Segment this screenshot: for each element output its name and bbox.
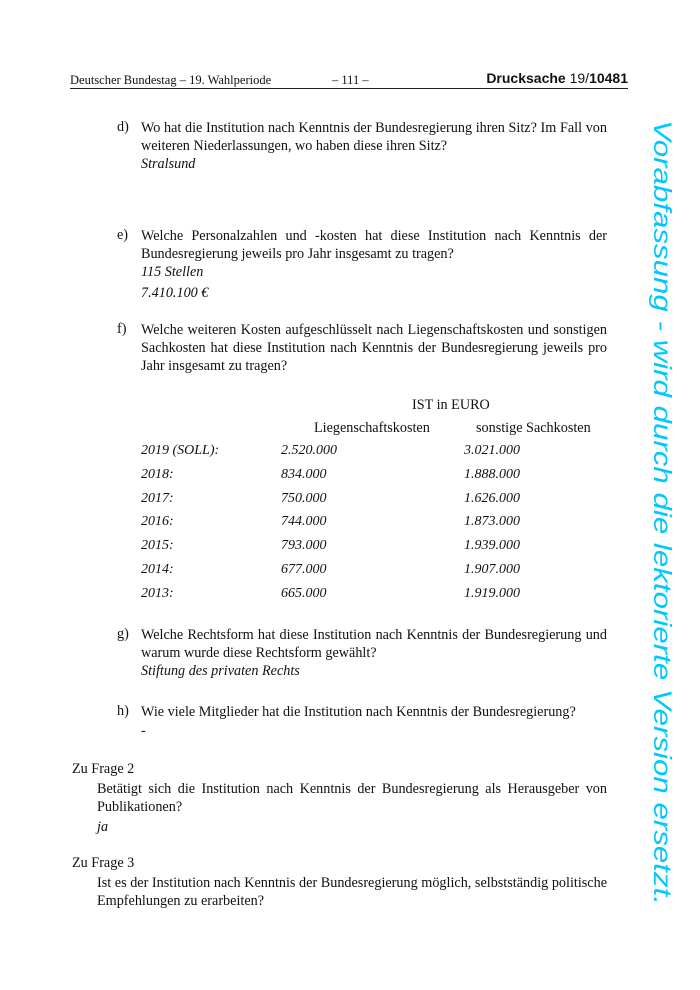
table-row-sachkosten: 1.939.000 (464, 538, 520, 554)
item-d-answer: Stralsund (141, 156, 196, 172)
item-f-question: Welche weiteren Kosten aufgeschlüsselt nach Liegenschaftskosten und sonstigen Sachkosten hat diese Institution nach Kenntnis der Bundesregierung jeweils pro Jahr insgesamt zu tragen? (141, 322, 607, 374)
table-row-liegenschaft: 834.000 (281, 466, 327, 482)
item-e-question: Welche Personalzahlen und -kosten hat diese Institution nach Kenntnis der Bundesregierung jeweils pro Jahr insgesamt zu tragen? (141, 228, 607, 262)
table-row-sachkosten: 1.873.000 (464, 514, 520, 530)
item-d-letter: d) (117, 119, 129, 135)
table-row-year: 2017: (141, 490, 174, 506)
doc-num-prefix: 19/ (569, 70, 590, 86)
watermark-text: Vorabfassung - wird durch die lektorierte Version ersetzt. (648, 120, 676, 748)
table-col-2-header: sonstige Sachkosten (476, 420, 591, 436)
doc-num: 10481 (589, 70, 628, 86)
table-row-year: 2015: (141, 538, 174, 554)
frage-2-answer: ja (97, 819, 109, 835)
item-g-answer: Stiftung des privaten Rechts (141, 663, 300, 679)
table-row-sachkosten: 1.626.000 (464, 490, 520, 506)
header-left: Deutscher Bundestag – 19. Wahlperiode (70, 73, 272, 87)
frage-3-question: Ist es der Institution nach Kenntnis der Bundesregierung möglich, selbstständig politische Empfehlungen zu erarbeiten? (97, 875, 607, 909)
table-row-liegenschaft: 665.000 (281, 585, 327, 601)
table-row-year: 2016: (141, 514, 174, 530)
item-e-answer-2: 7.410.100 € (141, 285, 209, 301)
item-g-question: Welche Rechtsform hat diese Institution nach Kenntnis der Bundesregierung und warum wurde diese Rechtsform gewählt? (141, 627, 607, 661)
table-row-sachkosten: 3.021.000 (464, 443, 520, 458)
item-e-letter: e) (117, 227, 129, 243)
table-row-liegenschaft: 677.000 (281, 562, 327, 577)
table-row-year: 2014: (141, 562, 174, 577)
table-row-year: 2013: (141, 585, 174, 601)
table-row-liegenschaft: 2.520.000 (281, 443, 337, 458)
item-g-letter: g) (117, 626, 129, 642)
table-row-liegenschaft: 750.000 (281, 490, 327, 506)
item-e-answer-1: 115 Stellen (141, 264, 204, 280)
frage-2-heading: Zu Frage 2 (72, 761, 135, 777)
frage-2-question: Betätigt sich die Institution nach Kenntnis der Bundesregierung als Herausgeber von Publikationen? (97, 781, 607, 815)
page-number: – 111 – (332, 73, 369, 87)
table-row-sachkosten: 1.888.000 (464, 466, 520, 482)
header-rule (70, 88, 628, 89)
table-row-liegenschaft: 793.000 (281, 538, 327, 554)
table-row-year: 2019 (SOLL): (141, 443, 220, 458)
table-row-liegenschaft: 744.000 (281, 514, 327, 530)
table-title: IST in EURO (412, 397, 490, 413)
table-row-sachkosten: 1.919.000 (464, 585, 520, 601)
table-row-sachkosten: 1.907.000 (464, 562, 520, 577)
item-h-question: Wie viele Mitglieder hat die Institution nach Kenntnis der Bundesregierung? (141, 704, 576, 720)
item-f-letter: f) (117, 321, 127, 337)
item-h-answer: - (141, 723, 146, 739)
vorabfassung-watermark (646, 110, 682, 910)
item-h-letter: h) (117, 703, 129, 719)
doc-label: Drucksache (486, 70, 566, 86)
item-d-question: Wo hat die Institution nach Kenntnis der Bundesregierung ihren Sitz? Im Fall von weiteren Niederlassungen, wo haben diese ihren Sitz? (141, 120, 607, 154)
table-col-1-header: Liegenschaftskosten (314, 420, 430, 436)
document-number (486, 70, 628, 86)
frage-3-heading: Zu Frage 3 (72, 855, 135, 871)
table-row-year: 2018: (141, 466, 174, 482)
